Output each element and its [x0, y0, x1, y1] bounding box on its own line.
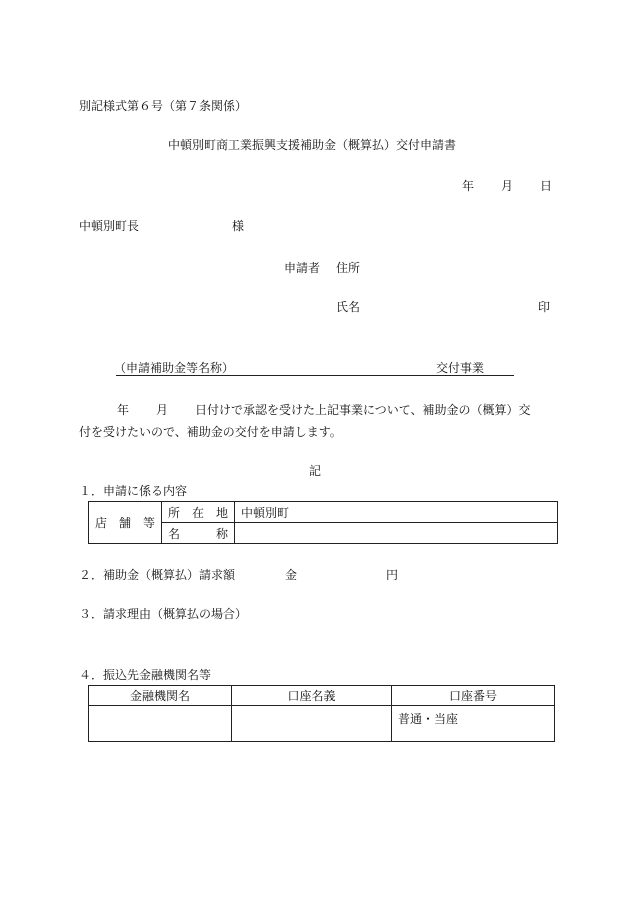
applicant-name-label: 氏名	[336, 300, 361, 314]
section3-heading: ３．請求理由（概算払の場合）	[79, 607, 248, 621]
col-account-number: 口座番号	[392, 686, 555, 706]
date-year: 年	[462, 179, 475, 193]
body-line1: 日付けで承認を受けた上記事業について、補助金の（概算）交	[195, 403, 531, 417]
seal-mark: 印	[538, 300, 551, 314]
col-bank-name: 金融機関名	[89, 686, 232, 706]
amount-kin: 金	[285, 568, 298, 582]
project-suffix: 交付事業	[436, 361, 485, 375]
store-name-value[interactable]	[235, 523, 558, 544]
date-day: 日	[540, 179, 553, 193]
section4-heading: ４．振込先金融機関名等	[79, 668, 212, 682]
date-month: 月	[501, 179, 514, 193]
subsidy-name-placeholder: （申請補助金等名称）	[114, 361, 235, 375]
applicant-address-label: 住所	[336, 261, 361, 275]
store-name-label: 名 称	[162, 523, 235, 544]
bank-name-cell[interactable]	[89, 706, 232, 742]
section1-heading: １．申請に係る内容	[79, 484, 188, 498]
body-year: 年	[117, 403, 130, 417]
bank-table	[88, 685, 555, 742]
page-title: 中頓別町商工業振興支援補助金（概算払）交付申請書	[168, 138, 457, 152]
amount-yen: 円	[386, 568, 399, 582]
applicant-label: 申請者	[284, 261, 321, 275]
body-line2: 付を受けたいので、補助金の交付を申請します。	[79, 425, 342, 439]
addressee-name: 中頓別町長	[79, 219, 140, 233]
store-info-table	[88, 501, 558, 544]
body-month: 月	[156, 403, 169, 417]
section2-heading: ２．補助金（概算払）請求額	[79, 568, 236, 582]
account-type-cell[interactable]: 普通・当座	[392, 706, 555, 742]
location-value[interactable]: 中頓別町	[235, 502, 558, 523]
ki-marker: 記	[309, 464, 322, 478]
col-account-holder: 口座名義	[232, 686, 392, 706]
location-label: 所 在 地	[162, 502, 235, 523]
project-underline	[116, 375, 514, 376]
form-number: 別記様式第６号（第７条関係）	[79, 99, 248, 113]
account-holder-cell[interactable]	[232, 706, 392, 742]
addressee-honorific: 様	[232, 219, 245, 233]
store-label: 店 舗 等	[89, 502, 162, 544]
